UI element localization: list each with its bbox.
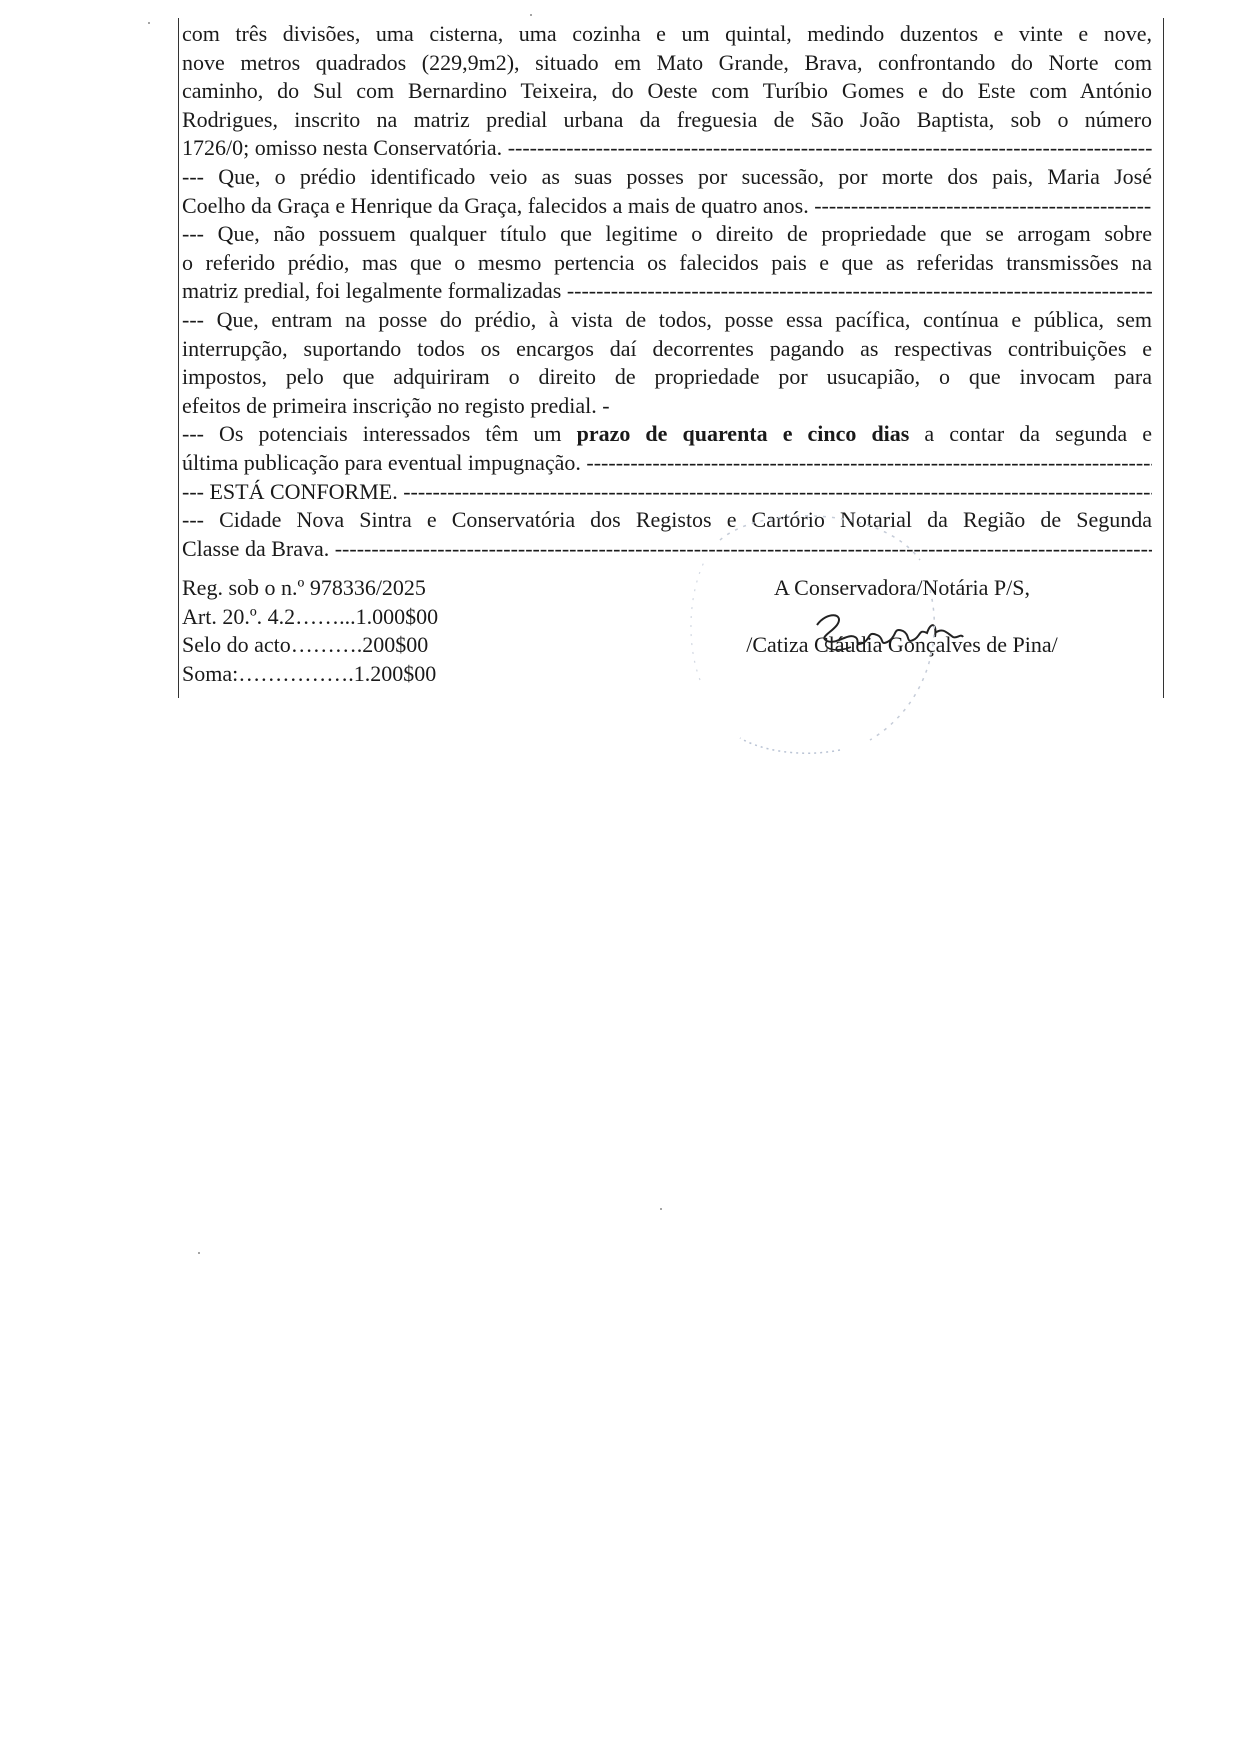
body-line: nove metros quadrados (229,9m2), situado em Mato Grande, Brava, confrontando do Norte com [182, 49, 1152, 75]
body-line: caminho, do Sul com Bernardino Teixeira, do Oeste com Turíbio Gomes e do Este com António [182, 78, 1152, 104]
place-line: --- Cidade Nova Sintra e Conservatória dos Registos e Cartório Notarial da Região de Segunda [182, 507, 1152, 533]
fee-seal: Selo do acto……….200$00 [182, 632, 429, 658]
fee-list [182, 574, 602, 688]
scan-speck [530, 14, 532, 16]
place-line-text: Classe da Brava. [182, 535, 330, 561]
registration-number: Reg. sob o n.º 978336/2025 [182, 575, 426, 600]
notice-suffix: a contar da segunda e [924, 421, 1152, 447]
body-line [182, 277, 1152, 306]
body-line: o referido prédio, mas que o mesmo pertencia os falecidos pais e que as referidas transmissões na [182, 249, 1152, 275]
body-line: impostos, pelo que adquiriram o direito de propriedade por usucapião, o que invocam para [182, 364, 1152, 390]
place-line [182, 535, 1152, 564]
body-line: --- Que, não possuem qualquer título que legitime o direito de propriedade que se arrogam sobre [182, 221, 1152, 247]
notice-line [182, 420, 1152, 449]
body-line: Rodrigues, inscrito na matriz predial urbana da freguesia de São João Baptista, sob o número [182, 106, 1152, 132]
scan-speck [148, 22, 150, 24]
conforme-text: --- ESTÁ CONFORME. [182, 478, 398, 504]
body-line-text: matriz predial, foi legalmente formalizadas [182, 278, 562, 304]
body-line [182, 134, 1152, 163]
body-line-text: 1726/0; omisso nesta Conservatória. [182, 135, 503, 161]
body-line: --- Que, o prédio identificado veio as suas posses por sucessão, por morte dos pais, Maria José [182, 163, 1152, 189]
notice-line-2-text: última publicação para eventual impugnação. [182, 449, 581, 475]
body-line [182, 192, 1152, 221]
body-line: com três divisões, uma cisterna, uma cozinha e um quintal, medindo duzentos e vinte e nove, [182, 21, 1152, 46]
body-line: interrupção, suportando todos os encargos daí decorrentes pagando as respectivas contribuições e [182, 335, 1152, 361]
scan-speck [660, 1208, 662, 1210]
conforme-line [182, 478, 1152, 507]
scan-speck [198, 1252, 200, 1254]
signatory-name: /Catiza Cláudia Gonçalves de Pina/ [746, 632, 1058, 657]
notice-deadline: prazo de quarenta e cinco dias [576, 421, 910, 447]
right-margin-rule [1163, 18, 1164, 698]
notice-prefix: --- Os potenciais interessados têm um [182, 421, 562, 447]
fee-article: Art. 20.º. 4.2……...1.000$00 [182, 603, 439, 629]
signatory-title: A Conservadora/Notária P/S, [773, 575, 1031, 600]
body-line-text: Coelho da Graça e Henrique da Graça, falecidos a mais de quatro anos. [182, 192, 809, 218]
stamp-icon [680, 500, 950, 760]
fee-total: Soma:…………….1.200$00 [182, 660, 437, 686]
body-line: --- Que, entram na posse do prédio, à vista de todos, posse essa pacífica, contínua e pública, sem [182, 306, 1152, 332]
body-line: efeitos de primeira inscrição no registo predial. - [182, 392, 610, 418]
left-margin-rule [178, 18, 179, 698]
notice-line-2 [182, 449, 1152, 478]
document-body [182, 20, 1152, 563]
